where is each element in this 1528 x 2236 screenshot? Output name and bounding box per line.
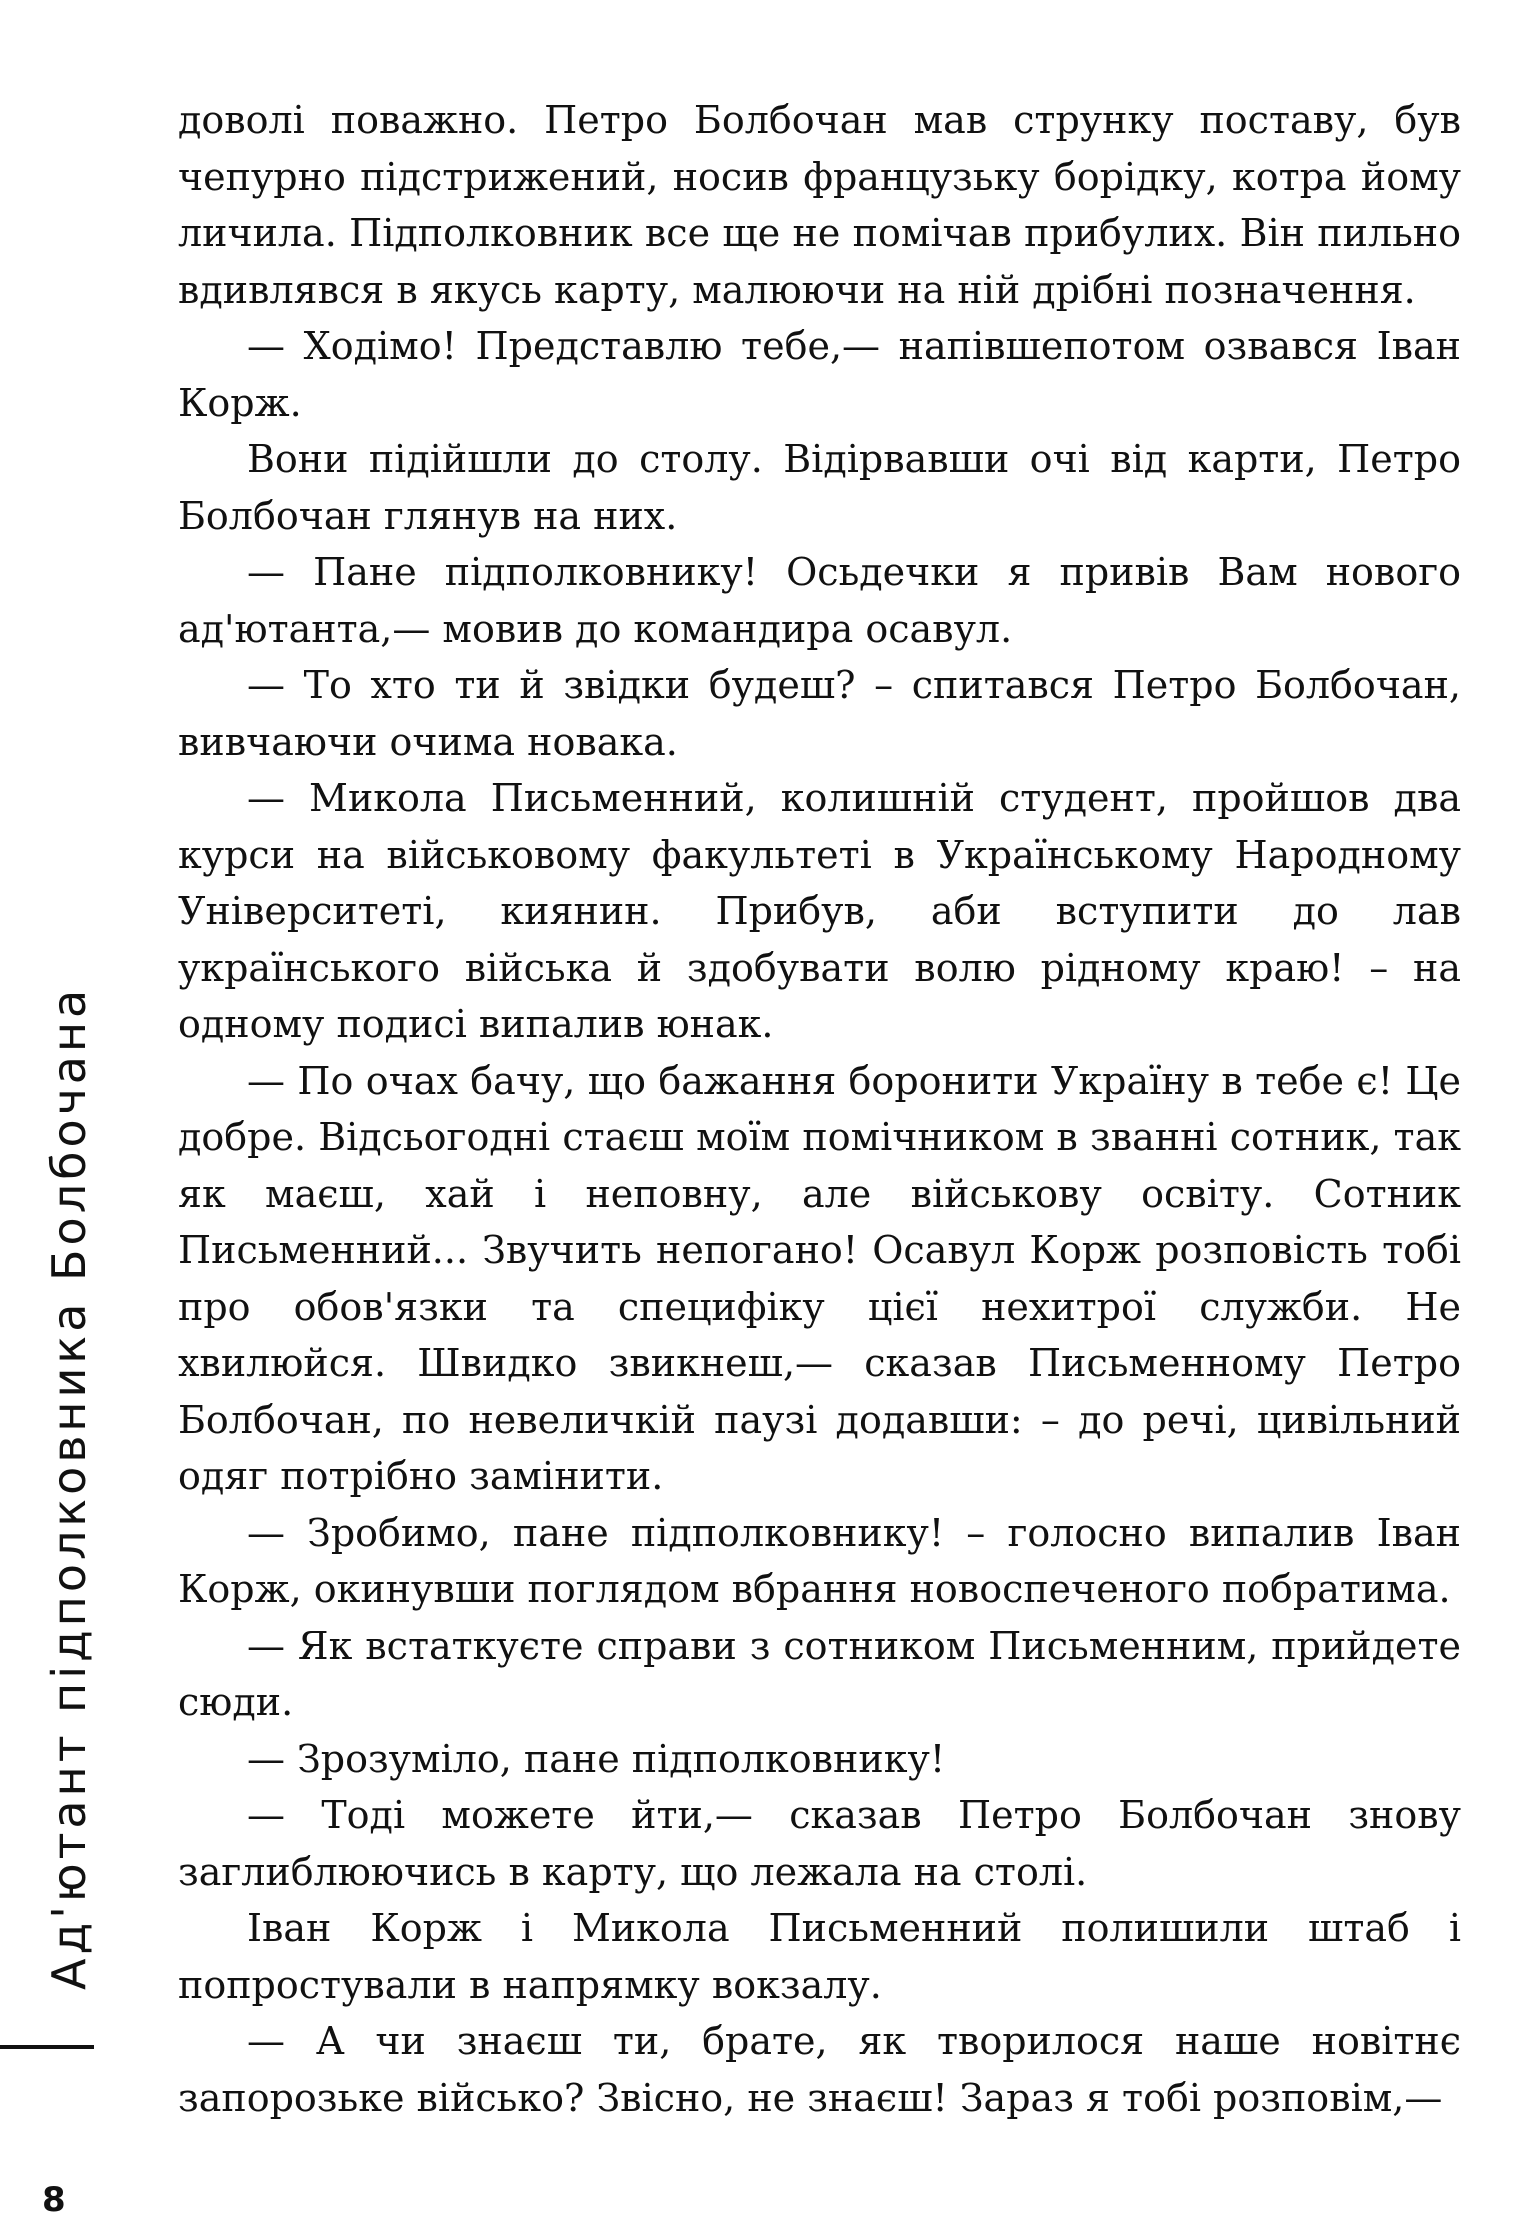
paragraph: — Микола Письменний, колишній студент, пройшов два курси на військовому факультеті в Українському Народному Університеті, киянин. Прибув, аби вступити до лав українського війська й здобувати волю рідному краю! – на одному подисі випалив юнак. xyxy=(178,776,1461,1046)
paragraph: Вони підійшли до столу. Відірвавши очі від карти, Петро Болбочан глянув на них. xyxy=(178,437,1461,538)
page-number: 8 xyxy=(42,2180,66,2220)
margin-divider xyxy=(0,2045,94,2049)
paragraph: — Зрозуміло, пане підполковнику! xyxy=(247,1736,946,1781)
paragraph: — Як встаткуєте справи з сотником Письменним, прийдете сюди. xyxy=(178,1623,1461,1724)
paragraph: — А чи знаєш ти, брате, як творилося наше новітнє запорозьке військо? Звісно, не знаєш! Зараз я тобі розповім,— xyxy=(178,2019,1461,2120)
paragraph: — По очах бачу, що бажання боронити Україну в тебе є! Це добре. Відсьогодні стаєш моїм помічником в званні сотник, так як маєш, хай і неповну, але військову освіту. Сотник Письменний... Звучить непогано! Осавул Корж розповість тобі про обов'язки та специфіку цієї нехитрої служби. Не хвилюйся. Швидко звикнеш,— сказав Письменному Петро Болбочан, по невеличкій паузі додавши: – до речі, цивільний одяг потрібно замінити. xyxy=(178,1058,1461,1498)
paragraph: Іван Корж і Микола Письменний полишили штаб і попростували в напрямку вокзалу. xyxy=(178,1906,1461,2007)
paragraph: доволі поважно. Петро Болбочан мав струнку поставу, був чепурно підстрижений, носив французьку борідку, котра йому личила. Підполковник все ще не помічав прибулих. Він пильно вдивлявся в якусь карту, малюючи на ній дрібні позначення. xyxy=(178,98,1461,312)
paragraph: — Тоді можете йти,— сказав Петро Болбочан знову заглиблюючись в карту, що лежала на столі. xyxy=(178,1793,1461,1894)
running-head: Ад'ютант підполковника Болбочана xyxy=(42,985,96,1990)
paragraph: — Зробимо, пане підполковнику! – голосно випалив Іван Корж, окинувши поглядом вбрання новоспеченого побратима. xyxy=(178,1510,1461,1611)
paragraph: — Ходімо! Представлю тебе,— напівшепотом озвався Іван Корж. xyxy=(178,324,1461,425)
paragraph: — Пане підполковнику! Осьдечки я привів Вам нового ад'ютанта,— мовив до командира осавул. xyxy=(178,550,1461,651)
body-text xyxy=(178,92,1461,2126)
paragraph: — То хто ти й звідки будеш? – спитався Петро Болбочан, вивчаючи очима новака. xyxy=(178,663,1461,764)
